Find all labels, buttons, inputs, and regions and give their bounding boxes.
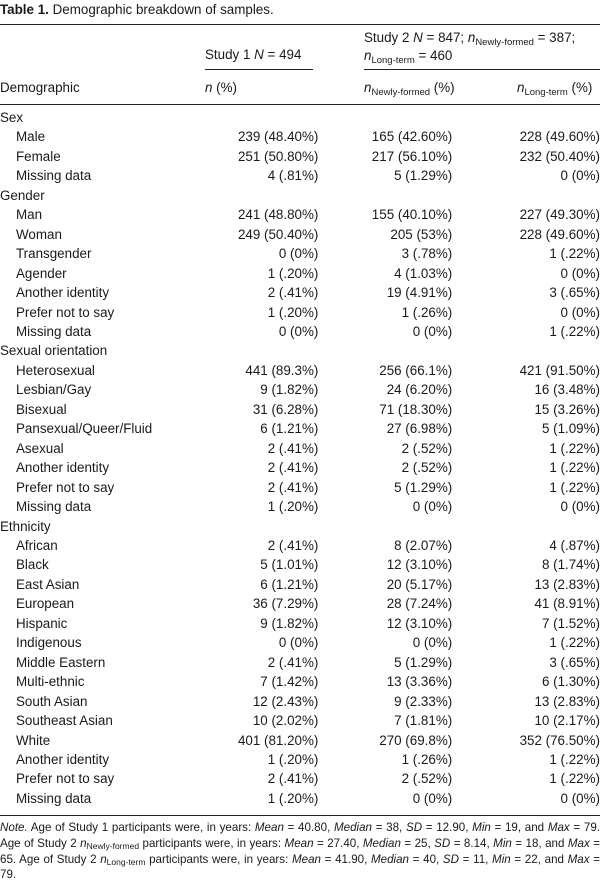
category-row bbox=[0, 341, 600, 360]
cell-long-term: 4 (.87%) bbox=[549, 537, 600, 553]
table-row bbox=[0, 458, 600, 477]
cell-study1: 5 (1.01%) bbox=[260, 557, 319, 573]
table-caption bbox=[0, 2, 274, 18]
cell-newly-formed: 12 (3.10%) bbox=[386, 557, 453, 573]
table-row bbox=[0, 769, 600, 788]
row-label: Agender bbox=[16, 265, 67, 281]
row-label: Multi-ethnic bbox=[16, 674, 85, 690]
cell-long-term: 1 (.22%) bbox=[549, 323, 600, 339]
cell-study1: 12 (2.43%) bbox=[252, 693, 319, 709]
stat-value: = 12.90, bbox=[422, 821, 473, 834]
stat-name: SD bbox=[434, 836, 451, 850]
cell-study1: 9 (1.82%) bbox=[260, 615, 319, 631]
study2-header bbox=[364, 29, 600, 65]
cell-long-term: 6 (1.30%) bbox=[541, 674, 600, 690]
stat-name: Median bbox=[362, 836, 401, 850]
row-label: Missing data bbox=[16, 168, 92, 184]
row-label: South Asian bbox=[16, 693, 88, 709]
cell-long-term: 1 (.22%) bbox=[549, 751, 600, 767]
cell-newly-formed: 19 (4.91%) bbox=[386, 285, 453, 301]
study2-header-line2: $n_{Long-term} = 460$ bbox=[364, 48, 453, 66]
cell-study1: 2 (.41%) bbox=[267, 771, 319, 787]
table-row bbox=[0, 322, 600, 341]
col-header-demographic: Demographic bbox=[0, 80, 80, 95]
cell-long-term: 3 (.65%) bbox=[549, 654, 600, 670]
cell-newly-formed: 24 (6.20%) bbox=[386, 382, 453, 398]
cell-study1: 1 (.20%) bbox=[267, 304, 319, 320]
table-row bbox=[0, 614, 600, 633]
stat-value: = 27.40, bbox=[313, 836, 363, 850]
cell-study1: 2 (.41%) bbox=[267, 537, 319, 553]
cell-newly-formed: 9 (2.33%) bbox=[394, 693, 453, 709]
cell-long-term: 5 (1.09%) bbox=[541, 421, 600, 437]
header-rule bbox=[0, 104, 600, 105]
stat-value: = 79. bbox=[0, 852, 600, 882]
cell-study1: 7 (1.42%) bbox=[260, 674, 319, 690]
cell-newly-formed: 155 (40.10%) bbox=[371, 207, 453, 223]
cell-study1: 31 (6.28%) bbox=[252, 401, 319, 417]
table-row bbox=[0, 555, 600, 574]
cell-study1: 2 (.41%) bbox=[267, 654, 319, 670]
cell-study1: 249 (50.40%) bbox=[237, 226, 319, 242]
category-label: Sexual orientation bbox=[0, 343, 108, 359]
row-label: European bbox=[16, 596, 75, 612]
row-label: Middle Eastern bbox=[16, 654, 106, 670]
cell-long-term: 10 (2.17%) bbox=[534, 713, 600, 729]
stat-name: Mean bbox=[291, 852, 321, 866]
table-row bbox=[0, 633, 600, 652]
table-row bbox=[0, 731, 600, 750]
table-row bbox=[0, 244, 600, 263]
cell-newly-formed: 13 (3.36%) bbox=[386, 674, 453, 690]
table-row bbox=[0, 750, 600, 769]
cell-long-term: 352 (76.50%) bbox=[519, 732, 600, 748]
table-row bbox=[0, 594, 600, 613]
col-header-long-term: $n_{Long-term}$ (%) bbox=[517, 80, 593, 98]
cell-newly-formed: 12 (3.10%) bbox=[386, 615, 453, 631]
table-row bbox=[0, 166, 600, 185]
stat-name: SD bbox=[405, 821, 423, 834]
stat-name: Median bbox=[333, 821, 373, 834]
row-label: Lesbian/Gay bbox=[16, 382, 92, 398]
cell-study1: 2 (.41%) bbox=[267, 460, 319, 476]
table-row bbox=[0, 283, 600, 302]
table-row bbox=[0, 147, 600, 166]
cell-study1: 2 (.41%) bbox=[267, 479, 319, 495]
row-label: Man bbox=[16, 207, 43, 223]
cell-newly-formed: 4 (1.03%) bbox=[394, 265, 453, 281]
col-header-newly-formed: $n_{Newly-formed}$ (%) bbox=[364, 80, 455, 98]
cell-study1: 251 (50.80%) bbox=[237, 148, 319, 164]
stat-value: = 11, bbox=[459, 852, 493, 866]
stat-name: Max bbox=[547, 821, 570, 834]
row-label: Hispanic bbox=[16, 615, 68, 631]
note-study1-stats bbox=[255, 821, 600, 834]
cell-newly-formed: 165 (42.60%) bbox=[371, 129, 453, 145]
cell-newly-formed: 256 (66.1%) bbox=[379, 362, 453, 378]
row-label: Pansexual/Queer/Fluid bbox=[16, 421, 153, 437]
cell-study1: 401 (81.20%) bbox=[237, 732, 319, 748]
cell-long-term: 1 (.22%) bbox=[549, 440, 600, 456]
table-row bbox=[0, 380, 600, 399]
study1-subrule bbox=[205, 69, 313, 70]
stat-value: = 65. bbox=[0, 836, 600, 866]
category-row bbox=[0, 517, 600, 536]
row-label: East Asian bbox=[16, 576, 80, 592]
cell-newly-formed: 0 (0%) bbox=[412, 323, 453, 339]
col-header-study1: n (%) bbox=[205, 80, 237, 95]
cell-newly-formed: 8 (2.07%) bbox=[394, 537, 453, 553]
cell-long-term: 0 (0%) bbox=[560, 168, 600, 184]
top-rule bbox=[0, 24, 600, 25]
row-label: African bbox=[16, 537, 58, 553]
stat-value: = 18, and bbox=[511, 836, 568, 850]
study1-header: Study 1 N = 494 bbox=[205, 47, 302, 62]
cell-study1: 10 (2.02%) bbox=[252, 713, 319, 729]
table-row bbox=[0, 361, 600, 380]
cell-study1: 239 (48.40%) bbox=[237, 129, 319, 145]
stat-value: = 40, bbox=[409, 852, 443, 866]
cell-long-term: 15 (3.26%) bbox=[534, 401, 600, 417]
cell-long-term: 232 (50.40%) bbox=[519, 148, 600, 164]
row-label: Another identity bbox=[16, 460, 110, 476]
table-label: Table 1. bbox=[0, 2, 49, 17]
cell-newly-formed: 217 (56.10%) bbox=[371, 148, 453, 164]
row-label: Missing data bbox=[16, 499, 92, 515]
stat-name: SD bbox=[442, 852, 460, 866]
table-row bbox=[0, 225, 600, 244]
row-label: Prefer not to say bbox=[16, 304, 115, 320]
category-row bbox=[0, 108, 600, 127]
cell-newly-formed: 5 (1.29%) bbox=[394, 654, 453, 670]
cell-long-term: 3 (.65%) bbox=[549, 285, 600, 301]
table-row bbox=[0, 400, 600, 419]
table-note: Note. Age of Study 1 participants were, in years: Mean = 40.80, Median = 38, SD = 12.90, Min = 19, and Max = 79. Age of Study 2 $n_{Newly-formed}$ participants were, in years: Mean = 27.40, Median = 25, SD = 8.14, Min = 18, and Max = 65. Age of Study 2 $n_{Long-term}$ participants were, in years: Mean = 41.90, Median = 40, SD = 11, Min = 22, and Max = 79. bbox=[0, 821, 600, 882]
row-label: Black bbox=[16, 557, 49, 573]
table-row bbox=[0, 439, 600, 458]
stat-name: Median bbox=[370, 852, 410, 866]
category-row bbox=[0, 186, 600, 205]
stat-value: = 22, and bbox=[510, 852, 568, 866]
cell-newly-formed: 2 (.52%) bbox=[401, 440, 453, 456]
cell-study1: 4 (.81%) bbox=[267, 168, 319, 184]
cell-study1: 2 (.41%) bbox=[267, 440, 319, 456]
cell-long-term: 8 (1.74%) bbox=[541, 557, 600, 573]
demographic-table bbox=[0, 108, 600, 808]
cell-long-term: 1 (.22%) bbox=[549, 246, 600, 262]
row-label: Another identity bbox=[16, 285, 110, 301]
note-label: Note. bbox=[0, 821, 28, 834]
cell-newly-formed: 3 (.78%) bbox=[401, 246, 453, 262]
table-row bbox=[0, 303, 600, 322]
stat-name: Max bbox=[567, 836, 590, 850]
cell-long-term: 0 (0%) bbox=[560, 265, 600, 281]
row-label: Female bbox=[16, 148, 61, 164]
category-label: Ethnicity bbox=[0, 518, 51, 534]
stat-name: Mean bbox=[254, 821, 284, 834]
table-row bbox=[0, 575, 600, 594]
cell-study1: 0 (0%) bbox=[278, 323, 319, 339]
table-row bbox=[0, 789, 600, 808]
row-label: Prefer not to say bbox=[16, 479, 115, 495]
table-row bbox=[0, 419, 600, 438]
cell-newly-formed: 2 (.52%) bbox=[401, 771, 453, 787]
cell-long-term: 1 (.22%) bbox=[549, 771, 600, 787]
row-label: Woman bbox=[16, 226, 62, 242]
cell-study1: 441 (89.3%) bbox=[245, 362, 319, 378]
cell-newly-formed: 27 (6.98%) bbox=[386, 421, 453, 437]
cell-study1: 36 (7.29%) bbox=[252, 596, 319, 612]
cell-newly-formed: 20 (5.17%) bbox=[386, 576, 453, 592]
cell-newly-formed: 0 (0%) bbox=[412, 790, 453, 806]
cell-study1: 6 (1.21%) bbox=[260, 576, 319, 592]
stat-value: = 25, bbox=[400, 836, 435, 850]
stat-name: Mean bbox=[284, 836, 314, 850]
row-label: Another identity bbox=[16, 751, 110, 767]
stat-name: Max bbox=[567, 852, 590, 866]
cell-newly-formed: 1 (.26%) bbox=[401, 304, 453, 320]
cell-long-term: 421 (91.50%) bbox=[519, 362, 600, 378]
row-label: Indigenous bbox=[16, 635, 82, 651]
row-label: Missing data bbox=[16, 790, 92, 806]
cell-long-term: 13 (2.83%) bbox=[534, 693, 600, 709]
row-label: Transgender bbox=[16, 246, 92, 262]
cell-newly-formed: 2 (.52%) bbox=[401, 460, 453, 476]
cell-long-term: 228 (49.60%) bbox=[519, 226, 600, 242]
category-label: Gender bbox=[0, 187, 45, 203]
table-title: Demographic breakdown of samples. bbox=[52, 2, 274, 17]
cell-study1: 9 (1.82%) bbox=[260, 382, 319, 398]
cell-long-term: 0 (0%) bbox=[560, 790, 600, 806]
cell-long-term: 16 (3.48%) bbox=[534, 382, 600, 398]
cell-long-term: 13 (2.83%) bbox=[534, 576, 600, 592]
cell-newly-formed: 71 (18.30%) bbox=[379, 401, 453, 417]
cell-newly-formed: 5 (1.29%) bbox=[394, 168, 453, 184]
cell-long-term: 1 (.22%) bbox=[549, 479, 600, 495]
stat-value: = 79. bbox=[569, 821, 600, 834]
cell-newly-formed: 1 (.26%) bbox=[401, 751, 453, 767]
row-label: Male bbox=[16, 129, 46, 145]
cell-long-term: 41 (8.91%) bbox=[534, 596, 600, 612]
row-label: White bbox=[16, 732, 51, 748]
cell-long-term: 0 (0%) bbox=[560, 304, 600, 320]
study2-subrule bbox=[364, 69, 600, 70]
cell-newly-formed: 205 (53%) bbox=[390, 226, 453, 242]
cell-study1: 0 (0%) bbox=[278, 635, 319, 651]
cell-newly-formed: 28 (7.24%) bbox=[386, 596, 453, 612]
cell-study1: 1 (.20%) bbox=[267, 790, 319, 806]
table-row bbox=[0, 478, 600, 497]
table-row bbox=[0, 711, 600, 730]
cell-newly-formed: 5 (1.29%) bbox=[394, 479, 453, 495]
cell-long-term: 227 (49.30%) bbox=[519, 207, 600, 223]
cell-newly-formed: 0 (0%) bbox=[412, 635, 453, 651]
cell-study1: 0 (0%) bbox=[278, 246, 319, 262]
row-label: Missing data bbox=[16, 323, 92, 339]
cell-long-term: 0 (0%) bbox=[560, 499, 600, 515]
row-label: Asexual bbox=[16, 440, 64, 456]
bottom-rule bbox=[0, 815, 600, 816]
cell-long-term: 1 (.22%) bbox=[549, 460, 600, 476]
stat-name: Min bbox=[493, 836, 512, 850]
table-row bbox=[0, 536, 600, 555]
table-row bbox=[0, 127, 600, 146]
cell-long-term: 228 (49.60%) bbox=[519, 129, 600, 145]
row-label: Prefer not to say bbox=[16, 771, 115, 787]
stat-value: = 40.80, bbox=[283, 821, 334, 834]
row-label: Heterosexual bbox=[16, 362, 95, 378]
cell-study1: 2 (.41%) bbox=[267, 285, 319, 301]
stat-name: Min bbox=[492, 852, 511, 866]
stat-value: = 41.90, bbox=[320, 852, 371, 866]
table-row bbox=[0, 497, 600, 516]
row-label: Bisexual bbox=[16, 401, 67, 417]
cell-study1: 6 (1.21%) bbox=[260, 421, 319, 437]
stat-name: Min bbox=[472, 821, 491, 834]
cell-newly-formed: 7 (1.81%) bbox=[394, 713, 453, 729]
cell-study1: 1 (.20%) bbox=[267, 265, 319, 281]
table-row bbox=[0, 672, 600, 691]
stat-value: = 38, bbox=[372, 821, 406, 834]
table-row bbox=[0, 205, 600, 224]
study2-header-line1: Study 2 N = 847; $n_{Newly-formed} = 387$; bbox=[364, 30, 576, 48]
stat-value: = 19, and bbox=[490, 821, 548, 834]
cell-study1: 1 (.20%) bbox=[267, 499, 319, 515]
table-row bbox=[0, 653, 600, 672]
table-body bbox=[0, 108, 600, 808]
cell-study1: 1 (.20%) bbox=[267, 751, 319, 767]
cell-newly-formed: 270 (69.8%) bbox=[379, 732, 453, 748]
cell-long-term: 7 (1.52%) bbox=[541, 615, 600, 631]
category-label: Sex bbox=[0, 110, 24, 125]
cell-newly-formed: 0 (0%) bbox=[412, 499, 453, 515]
cell-long-term: 1 (.22%) bbox=[549, 635, 600, 651]
table-row bbox=[0, 264, 600, 283]
row-label: Southeast Asian bbox=[16, 713, 113, 729]
stat-value: = 8.14, bbox=[450, 836, 494, 850]
table-row bbox=[0, 692, 600, 711]
cell-study1: 241 (48.80%) bbox=[237, 207, 319, 223]
